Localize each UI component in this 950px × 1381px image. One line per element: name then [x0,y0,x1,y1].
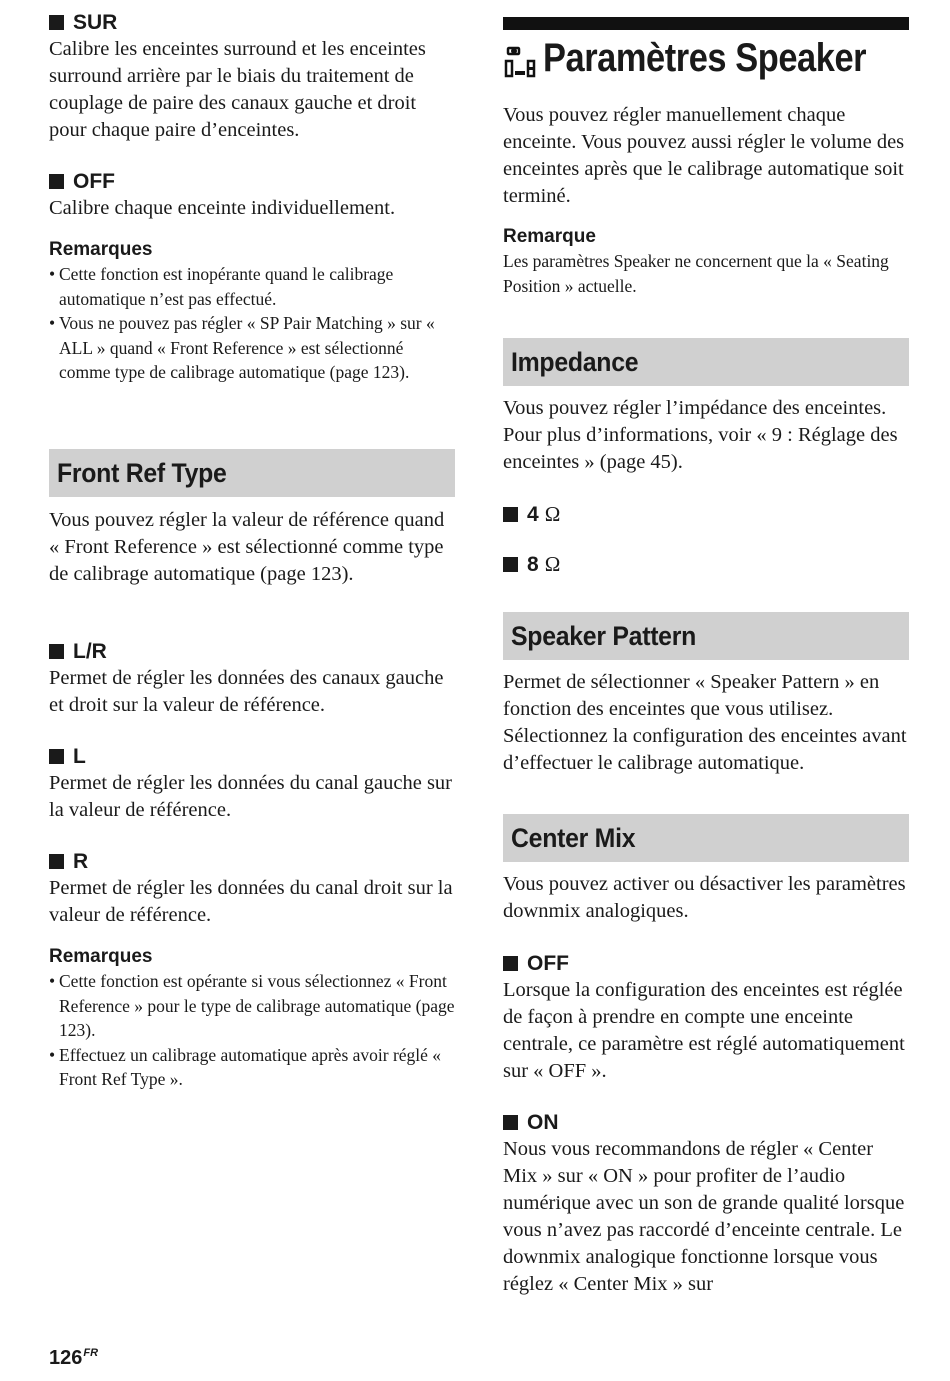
square-bullet-icon [49,749,64,764]
square-bullet-icon [49,854,64,869]
option-off-label: OFF [49,169,455,195]
square-bullet-icon [503,557,518,572]
notes-heading: Remarques [49,239,153,260]
note-block [503,225,909,298]
impedance-text: Vous pouvez régler l’impédance des enceintes. Pour plus d’informations, voir « 9 : Réglage des enceintes » (page 45). [503,397,898,473]
option-l-label: L [49,744,455,770]
note-item: • Vous ne pouvez pas régler « SP Pair Matching » sur « ALL » quand « Front Reference » est sélectionné comme type de calibrage automatique (page 123). [49,311,455,385]
option-on-label: ON [503,1110,909,1136]
square-bullet-icon [503,507,518,522]
option-sur [49,10,455,144]
option-lr-text: Permet de régler les données des canaux gauche et droit sur la valeur de référence. [49,667,444,716]
note-item: • Cette fonction est opérante si vous sélectionnez « Front Reference » pour le type de calibrage automatique (page 123). [49,969,455,1043]
note-heading: Remarque [503,226,596,247]
square-bullet-icon [49,15,64,30]
option-on-text: Nous vous recommandons de régler « Center Mix » sur « ON » pour profiter de l’audio numérique avec un son de grande qualité lorsque vous n’avez pas raccordé d’enceinte centrale. Le downmix analogique fonctionne lorsque vous réglez « Center Mix » sur [503,1138,905,1295]
square-bullet-icon [503,956,518,971]
note-item: • Cette fonction est inopérante quand le calibrage automatique n’est pas effectué. [49,262,455,311]
option-r [49,849,455,929]
section-heading-front-ref-type: Front Ref Type [49,449,455,497]
speaker-pattern-text: Permet de sélectionner « Speaker Pattern » en fonction des enceintes que vous utilisez. Sélectionnez la configuration des enceintes avant d’effectuer le calibrage automatique. [503,671,907,774]
notes-block-1 [49,238,455,385]
option-off [49,169,455,222]
notes-list [49,262,455,385]
section-heading-center-mix: Center Mix [503,814,909,862]
notes-heading: Remarques [49,946,153,967]
option-center-mix-off [503,951,909,1085]
option-r-label: R [49,849,455,875]
speaker-settings-icon [503,43,541,79]
note-item: • Effectuez un calibrage automatique après avoir réglé « Front Ref Type ». [49,1043,455,1092]
section-heading-speaker-pattern: Speaker Pattern [503,612,909,660]
notes-block-2 [49,945,455,1092]
page-title: Paramètres Speaker [503,33,919,83]
option-off-text: Calibre chaque enceinte individuellement. [49,197,396,219]
page-lang: FR [83,1347,99,1359]
option-4-ohm: 4 Ω [503,501,909,528]
square-bullet-icon [49,174,64,189]
center-mix-text: Vous pouvez activer ou désactiver les paramètres downmix analogiques. [503,873,906,922]
notes-list [49,969,455,1092]
option-lr [49,639,455,719]
option-lr-label: L/R [49,639,455,665]
square-bullet-icon [49,644,64,659]
square-bullet-icon [503,1115,518,1130]
option-off-text: Lorsque la configuration des enceintes est réglée de façon à prendre en compte une enceinte centrale, ce paramètre est réglé automatiquement sur « OFF ». [503,979,905,1082]
option-off-label: OFF [503,951,909,977]
option-r-text: Permet de régler les données du canal droit sur la valeur de référence. [49,877,453,926]
option-sur-label: SUR [49,10,455,36]
section-heading-impedance: Impedance [503,338,909,386]
speaker-intro: Vous pouvez régler manuellement chaque enceinte. Vous pouvez aussi régler le volume des enceintes après que le calibrage automatique soit terminé. [503,104,905,207]
option-l [49,744,455,824]
note-text: Les paramètres Speaker ne concernent que la « Seating Position » actuelle. [503,251,889,296]
title-rule [503,17,909,30]
option-l-text: Permet de régler les données du canal gauche sur la valeur de référence. [49,772,453,821]
page-number: $126^{FR}$ [49,1347,99,1369]
option-center-mix-on [503,1110,909,1298]
front-ref-intro: Vous pouvez régler la valeur de référence quand « Front Reference » est sélectionné comme type de calibrage automatique (page 123). [49,509,445,585]
option-sur-text: Calibre les enceintes surround et les enceintes surround arrière par le biais du traitement de couplage de paire des canaux gauche et droit pour chaque paire d’enceintes. [49,38,426,141]
option-8-ohm: 8 Ω [503,551,909,578]
